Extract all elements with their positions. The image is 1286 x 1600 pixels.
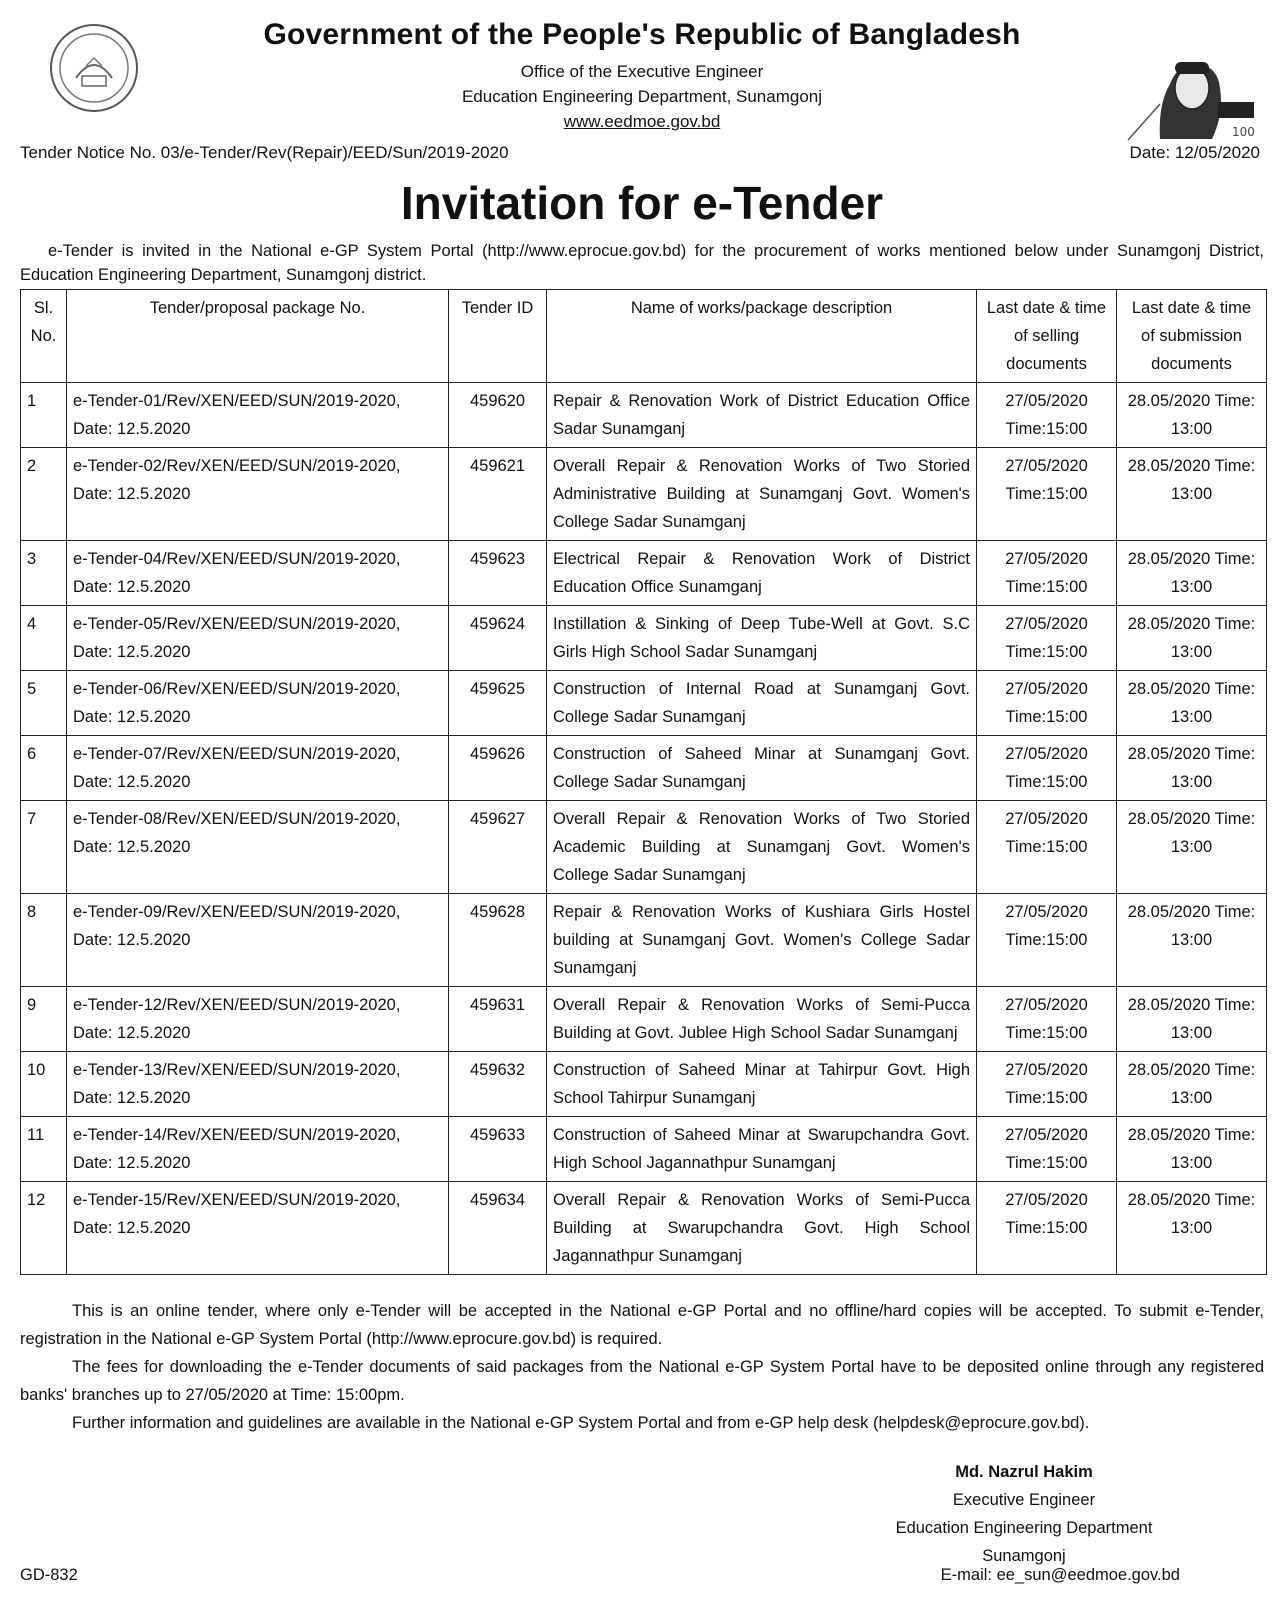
row-submission-date: 28.05/2020 Time: 13:00 [1117, 1182, 1267, 1275]
table-row [21, 736, 1267, 801]
tender-table [20, 289, 1267, 1275]
row-tender-id: 459634 [449, 1182, 547, 1275]
row-sl-number: 9 [21, 987, 67, 1052]
row-sl-number: 7 [21, 801, 67, 894]
table-row [21, 383, 1267, 448]
website-link[interactable]: www.eedmoe.gov.bd [563, 112, 721, 131]
row-sl-number: 11 [21, 1117, 67, 1182]
table-row [21, 671, 1267, 736]
row-package-number: e-Tender-02/Rev/XEN/EED/SUN/2019-2020, Date: 12.5.2020 [67, 448, 449, 541]
row-selling-date: 27/05/2020 Time:15:00 [977, 1117, 1117, 1182]
header-selling-date: Last date & time of selling documents [977, 290, 1117, 383]
row-selling-date: 27/05/2020 Time:15:00 [977, 894, 1117, 987]
signatory-department: Education Engineering Department [895, 1519, 1153, 1537]
row-submission-date: 28.05/2020 Time: 13:00 [1117, 894, 1267, 987]
row-description: Construction of Saheed Minar at Sunamganj Govt. College Sadar Sunamganj [547, 736, 977, 801]
row-submission-date: 28.05/2020 Time: 13:00 [1117, 383, 1267, 448]
row-selling-date: 27/05/2020 Time:15:00 [977, 448, 1117, 541]
row-description: Overall Repair & Renovation Works of Two Storied Academic Building at Sunamganj Govt. Women's College Sadar Sunamganj [547, 801, 977, 894]
row-package-number: e-Tender-05/Rev/XEN/EED/SUN/2019-2020, Date: 12.5.2020 [67, 606, 449, 671]
row-selling-date: 27/05/2020 Time:15:00 [977, 801, 1117, 894]
row-description: Overall Repair & Renovation Works of Two Storied Administrative Building at Sunamganj Govt. Women's College Sadar Sunamganj [547, 448, 977, 541]
instruction-paragraph-2: The fees for downloading the e-Tender documents of said packages from the National e-GP System Portal have to be deposited online through any registered banks' branches up to 27/05/2020 at Time: 15:00pm. [20, 1358, 1264, 1404]
table-row [21, 1117, 1267, 1182]
row-tender-id: 459621 [449, 448, 547, 541]
row-package-number: e-Tender-04/Rev/XEN/EED/SUN/2019-2020, Date: 12.5.2020 [67, 541, 449, 606]
table-row [21, 1182, 1267, 1275]
row-tender-id: 459627 [449, 801, 547, 894]
row-submission-date: 28.05/2020 Time: 13:00 [1117, 801, 1267, 894]
signature-block [864, 1458, 1184, 1570]
row-selling-date: 27/05/2020 Time:15:00 [977, 671, 1117, 736]
office-name: Office of the Executive Engineer [520, 62, 764, 81]
signatory-designation: Executive Engineer [952, 1491, 1096, 1509]
row-tender-id: 459626 [449, 736, 547, 801]
notice-date: Date: 12/05/2020 [1129, 143, 1260, 162]
row-submission-date: 28.05/2020 Time: 13:00 [1117, 541, 1267, 606]
row-tender-id: 459620 [449, 383, 547, 448]
table-body [21, 383, 1267, 1275]
row-package-number: e-Tender-07/Rev/XEN/EED/SUN/2019-2020, Date: 12.5.2020 [67, 736, 449, 801]
row-description: Overall Repair & Renovation Works of Semi-Pucca Building at Swarupchandra Govt. High School Jagannathpur Sunamganj [547, 1182, 977, 1275]
row-sl-number: 8 [21, 894, 67, 987]
row-sl-number: 2 [21, 448, 67, 541]
header-sl: Sl. No. [21, 290, 67, 383]
table-row [21, 801, 1267, 894]
portrait-caption: 100 [1232, 125, 1255, 139]
signatory-name: Md. Nazrul Hakim [955, 1463, 1093, 1481]
signatory-email: E-mail: ee_sun@eedmoe.gov.bd [940, 1566, 1180, 1584]
header [8, 6, 1276, 162]
header-description: Name of works/package description [547, 290, 977, 383]
header-tender-id: Tender ID [449, 290, 547, 383]
row-tender-id: 459632 [449, 1052, 547, 1117]
row-description: Repair & Renovation Works of Kushiara Girls Hostel building at Sunamganj Govt. Women's College Sadar Sunamganj [547, 894, 977, 987]
row-selling-date: 27/05/2020 Time:15:00 [977, 1182, 1117, 1275]
row-selling-date: 27/05/2020 Time:15:00 [977, 541, 1117, 606]
row-selling-date: 27/05/2020 Time:15:00 [977, 736, 1117, 801]
row-sl-number: 5 [21, 671, 67, 736]
instruction-paragraph-3: Further information and guidelines are available in the National e-GP System Portal and from e-GP help desk (helpdesk@eprocure.gov.bd). [72, 1414, 1090, 1432]
row-package-number: e-Tender-14/Rev/XEN/EED/SUN/2019-2020, Date: 12.5.2020 [67, 1117, 449, 1182]
row-sl-number: 4 [21, 606, 67, 671]
row-submission-date: 28.05/2020 Time: 13:00 [1117, 987, 1267, 1052]
table-row [21, 894, 1267, 987]
row-selling-date: 27/05/2020 Time:15:00 [977, 987, 1117, 1052]
portrait-image-icon [1120, 44, 1260, 144]
table-row [21, 448, 1267, 541]
department-name: Education Engineering Department, Sunamgonj [461, 87, 823, 106]
table-header-row [21, 290, 1267, 383]
row-description: Instillation & Sinking of Deep Tube-Well at Govt. S.C Girls High School Sadar Sunamganj [547, 606, 977, 671]
table-row [21, 541, 1267, 606]
row-description: Construction of Saheed Minar at Swarupchandra Govt. High School Jagannathpur Sunamganj [547, 1117, 977, 1182]
row-tender-id: 459624 [449, 606, 547, 671]
row-submission-date: 28.05/2020 Time: 13:00 [1117, 736, 1267, 801]
row-tender-id: 459625 [449, 671, 547, 736]
table-row [21, 606, 1267, 671]
row-sl-number: 10 [21, 1052, 67, 1117]
main-heading: Invitation for e-Tender [400, 177, 884, 229]
row-package-number: e-Tender-01/Rev/XEN/EED/SUN/2019-2020, Date: 12.5.2020 [67, 383, 449, 448]
row-tender-id: 459628 [449, 894, 547, 987]
row-selling-date: 27/05/2020 Time:15:00 [977, 1052, 1117, 1117]
row-description: Repair & Renovation Work of District Education Office Sadar Sunamganj [547, 383, 977, 448]
row-submission-date: 28.05/2020 Time: 13:00 [1117, 1117, 1267, 1182]
row-sl-number: 3 [21, 541, 67, 606]
row-submission-date: 28.05/2020 Time: 13:00 [1117, 606, 1267, 671]
header-package: Tender/proposal package No. [67, 290, 449, 383]
page-title: Government of the People's Republic of Bangladesh [263, 18, 1021, 51]
row-selling-date: 27/05/2020 Time:15:00 [977, 606, 1117, 671]
row-description: Construction of Saheed Minar at Tahirpur Govt. High School Tahirpur Sunamganj [547, 1052, 977, 1117]
row-selling-date: 27/05/2020 Time:15:00 [977, 383, 1117, 448]
row-package-number: e-Tender-15/Rev/XEN/EED/SUN/2019-2020, Date: 12.5.2020 [67, 1182, 449, 1275]
tender-notice-page [8, 6, 1276, 1594]
row-package-number: e-Tender-09/Rev/XEN/EED/SUN/2019-2020, Date: 12.5.2020 [67, 894, 449, 987]
row-sl-number: 6 [21, 736, 67, 801]
row-package-number: e-Tender-08/Rev/XEN/EED/SUN/2019-2020, Date: 12.5.2020 [67, 801, 449, 894]
row-sl-number: 12 [21, 1182, 67, 1275]
row-submission-date: 28.05/2020 Time: 13:00 [1117, 671, 1267, 736]
row-package-number: e-Tender-12/Rev/XEN/EED/SUN/2019-2020, Date: 12.5.2020 [67, 987, 449, 1052]
signatory-place: Sunamgonj [982, 1547, 1066, 1565]
row-submission-date: 28.05/2020 Time: 13:00 [1117, 448, 1267, 541]
row-sl-number: 1 [21, 383, 67, 448]
tender-notice-number: Tender Notice No. 03/e-Tender/Rev(Repair)/EED/Sun/2019-2020 [20, 143, 509, 162]
row-description: Construction of Internal Road at Sunamganj Govt. College Sadar Sunamganj [547, 671, 977, 736]
gd-code: GD-832 [20, 1566, 78, 1584]
row-package-number: e-Tender-13/Rev/XEN/EED/SUN/2019-2020, Date: 12.5.2020 [67, 1052, 449, 1117]
row-tender-id: 459631 [449, 987, 547, 1052]
table-row [21, 1052, 1267, 1117]
row-description: Overall Repair & Renovation Works of Semi-Pucca Building at Govt. Jublee High School Sadar Sunamganj [547, 987, 977, 1052]
instruction-paragraph-1: This is an online tender, where only e-Tender will be accepted in the National e-GP Portal and no offline/hard copies will be accepted. To submit e-Tender, registration in the National e-GP System Portal (http://www.eprocure.gov.bd) is required. [20, 1302, 1264, 1348]
row-description: Electrical Repair & Renovation Work of District Education Office Sunamganj [547, 541, 977, 606]
row-package-number: e-Tender-06/Rev/XEN/EED/SUN/2019-2020, Date: 12.5.2020 [67, 671, 449, 736]
table-row [21, 987, 1267, 1052]
header-submission-date: Last date & time of submission documents [1117, 290, 1267, 383]
row-tender-id: 459633 [449, 1117, 547, 1182]
row-submission-date: 28.05/2020 Time: 13:00 [1117, 1052, 1267, 1117]
intro-paragraph: e-Tender is invited in the National e-GP System Portal (http://www.eprocue.gov.bd) for the procurement of works mentioned below under Sunamgonj District, Education Engineering Department, Sunamgonj district. [20, 242, 1264, 284]
row-tender-id: 459623 [449, 541, 547, 606]
